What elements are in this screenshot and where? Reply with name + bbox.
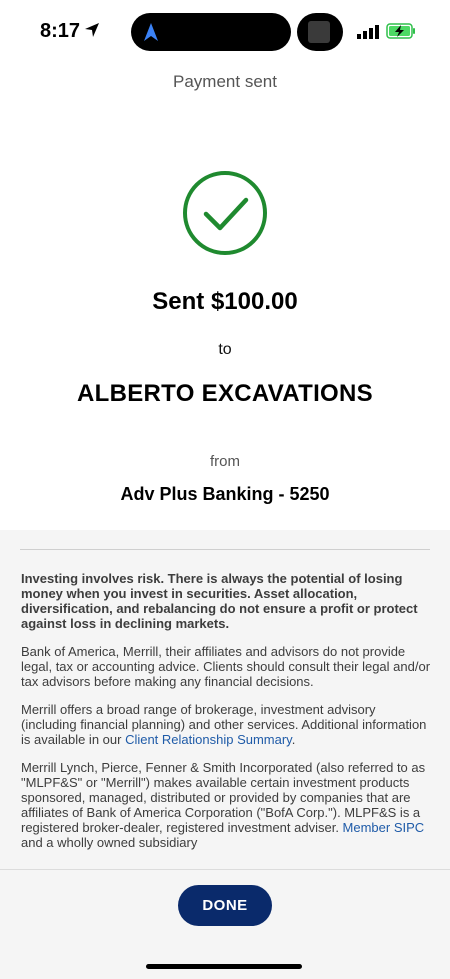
to-label: to: [218, 341, 232, 358]
disclosure-merrill-text: Merrill Lynch, Pierce, Fenner & Smith Incorporated (also referred to as "MLPF&S" or "Merrill") makes available certain investment products sponsored, managed, distributed or provided by companies that are affiliates of Bank of America Corporation ("BofA Corp."). MLPF&S is a registered broker-dealer, registered investment adviser.: [21, 760, 426, 835]
disclosure-merrill: [21, 760, 431, 850]
divider: [20, 549, 430, 550]
source-account: Adv Plus Banking - 5250: [120, 484, 330, 504]
disclosure-services-text: Merrill offers a broad range of brokerage, investment advisory (including financial planning) and other services. Additional information is available in our: [21, 702, 427, 747]
cellular-signal-icon: [357, 25, 379, 39]
client-relationship-summary-link[interactable]: Client Relationship Summary: [125, 732, 292, 747]
member-sipc-link[interactable]: Member SIPC: [342, 820, 425, 835]
from-label: from: [210, 453, 240, 470]
location-arrow-icon: [84, 22, 100, 38]
navigation-arrow-icon: [143, 22, 159, 42]
page-title: Payment sent: [173, 72, 277, 91]
disclosure-services-end: .: [291, 732, 296, 747]
dynamic-island[interactable]: [131, 13, 291, 51]
battery-charging-icon: [386, 23, 416, 39]
recipient-name: ALBERTO EXCAVATIONS: [77, 380, 373, 407]
album-art-icon: [308, 21, 330, 43]
status-time: 8:17: [40, 20, 81, 42]
disclosure-merrill-end: and a wholly owned subsidiary: [21, 835, 198, 850]
status-bar: [0, 0, 450, 62]
success-check-icon: [182, 170, 268, 256]
sent-amount: Sent $100.00: [152, 288, 298, 315]
disclosure-risk: Investing involves risk. There is always the potential of losing money when you invest in securities. Asset allocation, diversification, and rebalancing do not ensure a profit or protect against loss in declining markets.: [21, 571, 418, 631]
now-playing-island[interactable]: [297, 13, 343, 51]
done-button[interactable]: DONE: [178, 885, 272, 926]
home-indicator[interactable]: [146, 964, 302, 969]
disclosures-scroll[interactable]: [21, 571, 431, 868]
disclosure-advice: Bank of America, Merrill, their affiliates and advisors do not provide legal, tax or accounting advice. Clients should consult their legal and/or tax advisors before making any financial decisions.: [21, 644, 431, 689]
disclosure-services: [21, 702, 431, 747]
